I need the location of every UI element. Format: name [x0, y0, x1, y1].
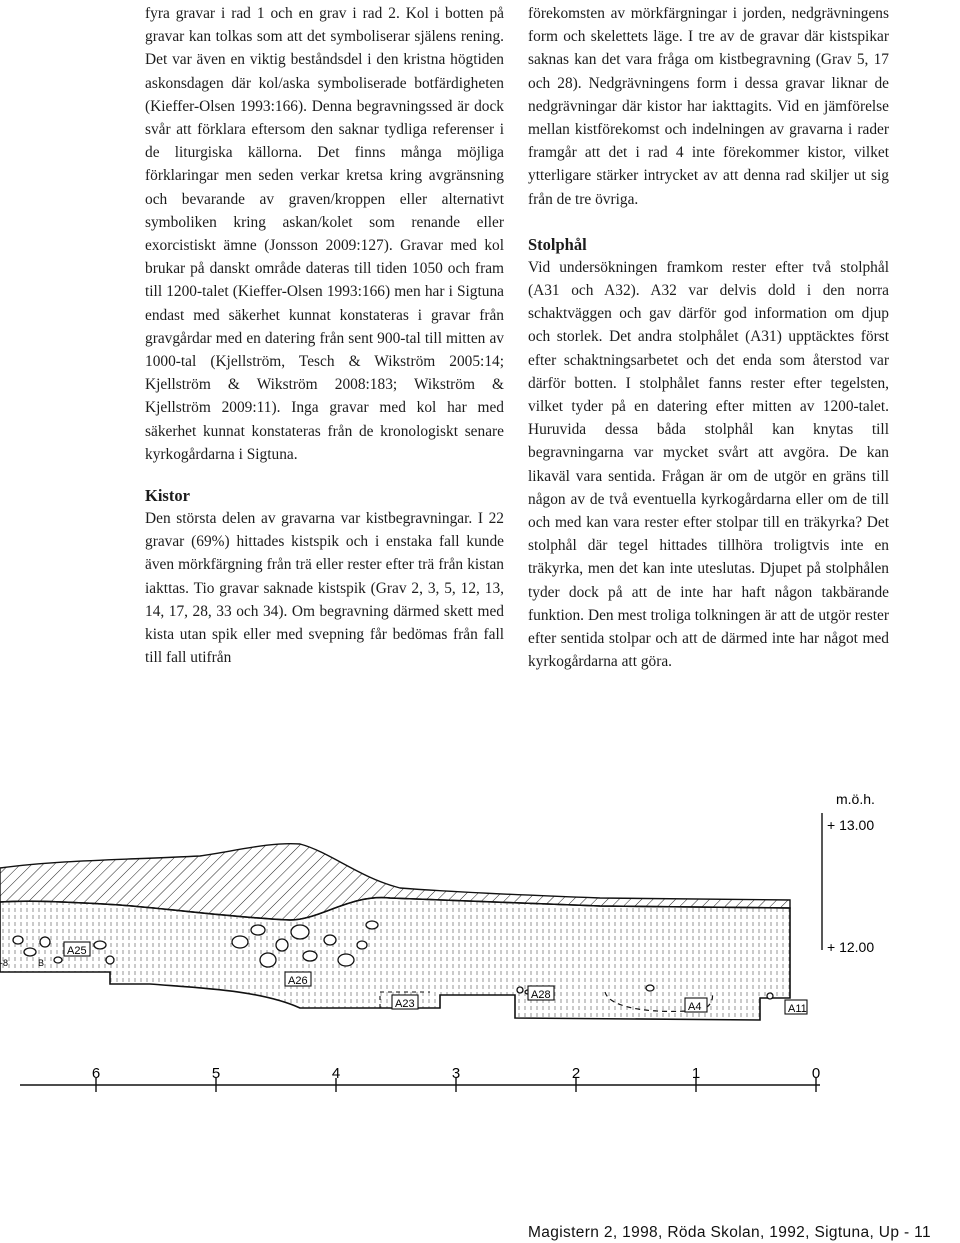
right-paragraph-2: Vid undersökningen framkom rester efter två stolphål (A31 och A32). A32 var delvis dold i den norra schaktväggen och gav därför god information om djup och storlek. Det andra stolphålet (A31) upptäcktes först efter schaktningsarbetet och det enda som återstod var därför botten. I stolphålet fanns rester efter tegelsten, vilket tyder på en datering efter mitten av 1200-talet. Huruvida dessa båda stolphål kan knytas till begravningarna var mycket svårt att avgöra. De kan likaväl vara sentida. Frågan är om de utgör en gräns till någon av de två eventuella kyrkogårdarna eller om de till och med kan vara rester efter stolpar till en träkyrka? Det stolphål där tegel hittades tillhöra troligtvis inte en träkyrka, men det kan inte uteslutas. Djupet på stolphålen tyder dock på att de inte har haft någon takbärande funktion. Den mest troliga tolkningen är att de utgör rester efter sentida stolpar och att de därmed inte har något med kyrkogårdarna att göra. — [528, 258, 889, 671]
left-paragraph-1: fyra gravar i rad 1 och en grav i rad 2. Kol i botten på gravar kan tolkas som att det symboliserar själens rening. Det var även en viktig beståndsdel i den kristna högtiden askonsdagen där kol/aska symboliserade botfärdigheten (Kieffer-Olsen 1993:166). Denna begravningssed är dock svår att förklara eftersom den saknar tydliga referenser i de liturgiska källorna. Det finns många möjliga förklaringar men seden verkar kretsa kring avgränsning och bevarande av graven/kroppen eller alternativt symboliken kring askan/kolet som renande eller exorcistiskt ämne (Jonsson 2009:127). Gravar med kol brukar på danskt område dateras till tiden 1050 och fram till 1200-talet (Kieffer-Olsen 1993:166) men har i Sigtuna endast med säkerhet kunnat konstateras i gravar från gravgårdar med en datering från sent 900-tal till mitten av 1000-tal (Kjellström, Tesch & Wikström 2005:14; Kjellström & Wikström 2008:183; Wikström & Kjellström 2009:11). Inga gravar med kol har med säkerhet kunnat konstateras från de kronologiskt senare kyrkogårdarna i Sigtuna. — [145, 5, 504, 463]
feature-label-a26: A26 — [288, 975, 308, 987]
section-drawing-svg — [0, 760, 960, 1100]
level-upper-label: + 13.00 — [827, 817, 875, 833]
scale-tick-label: 3 — [451, 1065, 461, 1082]
feature-label-a23: A23 — [395, 998, 415, 1010]
level-lower-label: + 12.00 — [827, 939, 875, 955]
scale-tick-label: 0 — [811, 1065, 821, 1082]
page-footer: Magistern 2, 1998, Röda Skolan, 1992, Sigtuna, Up - 11 — [528, 1224, 931, 1241]
feature-label-a4: A4 — [688, 1001, 702, 1013]
left-column — [145, 2, 504, 669]
edge-mark-b: B — [38, 958, 45, 968]
scale-tick-label: 6 — [91, 1065, 101, 1082]
scale-tick-label: 1 — [691, 1065, 701, 1082]
feature-label-a25: A25 — [67, 945, 87, 957]
scale-tick-labels — [92, 1065, 820, 1082]
heading-stolphal: Stolphål — [528, 234, 587, 254]
right-column — [528, 2, 889, 673]
right-paragraph-1: förekomsten av mörkfärgningar i jorden, nedgrävningens form och skelettets läge. I tre av de gravar där kistspikar saknas kan det vara fråga om kistbegravning (Grav 5, 17 och 28). Nedgrävningens form i dessa gravar liknar de nedgrävningar där kistor har iakttagits. Vid en jämförelse mellan kistförekomst och indelningen av gravarna i rader framgår att det i rad 4 inte förekommer kistor, vilket ytterligare stärker intrycket av att denna rad skiljer ut sig från de tre övriga. — [528, 5, 889, 208]
feature-label-a28: A28 — [531, 989, 551, 1001]
section-drawing — [0, 760, 960, 1100]
feature-label-a11: A11 — [788, 1003, 807, 1015]
scale-tick-label: 4 — [331, 1065, 341, 1082]
scale-tick-label: 5 — [211, 1065, 221, 1082]
edge-mark-minus-8: -8 — [0, 958, 9, 968]
scale-tick-label: 2 — [571, 1065, 581, 1082]
elevation-label: m.ö.h. — [836, 791, 875, 807]
left-paragraph-2: Den största delen av gravarna var kistbegravningar. I 22 gravar (69%) hittades kistspik och i enstaka fall kunde även mörkfärgning från trä eller rester efter trä från kistan iakttas. Tio gravar saknade kistspik (Grav 2, 3, 5, 12, 13, 14, 17, 28, 33 och 34). Om begravning därmed skett med kista utan spik eller med svepning får bedömas från fall till fall utifrån — [145, 510, 504, 667]
heading-kistor: Kistor — [145, 486, 190, 506]
